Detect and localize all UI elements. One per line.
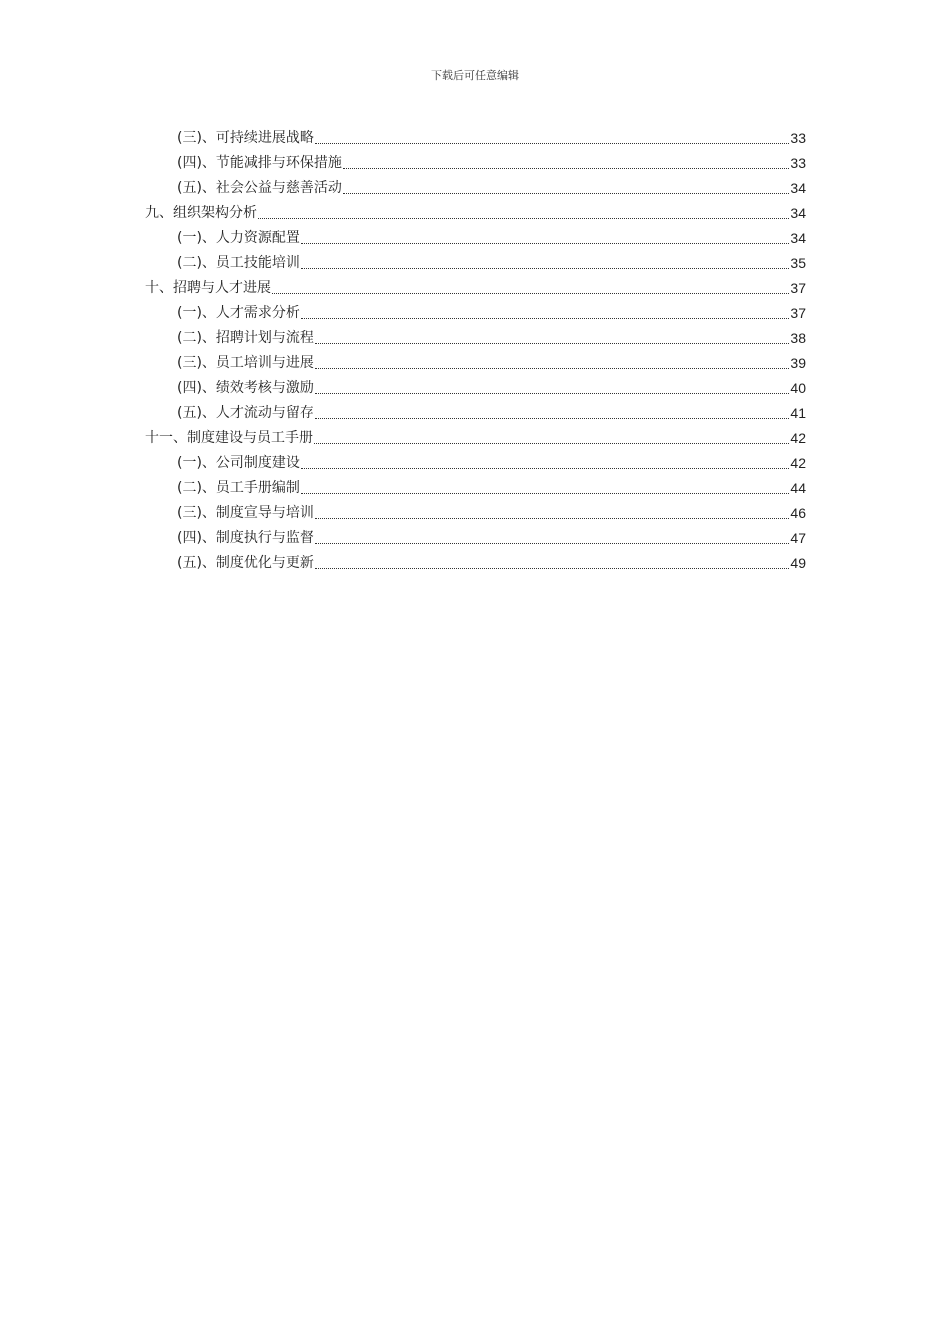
toc-entry[interactable]	[145, 251, 806, 276]
toc-entry[interactable]	[145, 301, 806, 326]
toc-dot-leader	[343, 167, 789, 169]
toc-entry-title: 十一、制度建设与员工手册	[145, 430, 313, 446]
toc-dot-leader	[258, 217, 789, 219]
page-header: 下载后可任意编辑	[431, 69, 519, 82]
toc-entry-title: (四)、制度执行与监督	[177, 530, 314, 546]
toc-dot-leader	[315, 342, 789, 344]
toc-entry-title: (二)、员工手册编制	[177, 480, 300, 496]
toc-page-number: 38	[790, 330, 806, 346]
toc-dot-leader	[315, 367, 789, 369]
toc-dot-leader	[314, 442, 789, 444]
toc-entry[interactable]	[145, 176, 806, 201]
toc-dot-leader	[315, 567, 789, 569]
toc-dot-leader	[301, 242, 789, 244]
toc-dot-leader	[315, 542, 789, 544]
toc-entry[interactable]	[145, 351, 806, 376]
toc-entry-title: (二)、员工技能培训	[177, 255, 300, 271]
toc-page-number: 42	[790, 455, 806, 471]
toc-page-number: 37	[790, 280, 806, 296]
toc-entry-title: 十、招聘与人才进展	[145, 280, 271, 296]
table-of-contents	[145, 126, 806, 576]
toc-page-number: 37	[790, 305, 806, 321]
toc-entry-title: (二)、招聘计划与流程	[177, 330, 314, 346]
toc-page-number: 39	[790, 355, 806, 371]
toc-entry-title: 九、组织架构分析	[145, 205, 257, 221]
toc-entry[interactable]	[145, 201, 806, 226]
toc-entry-title: (一)、人力资源配置	[177, 230, 300, 246]
toc-entry[interactable]	[145, 526, 806, 551]
toc-page-number: 34	[790, 205, 806, 221]
toc-dot-leader	[315, 142, 789, 144]
toc-entry[interactable]	[145, 401, 806, 426]
toc-dot-leader	[315, 417, 789, 419]
toc-page-number: 42	[790, 430, 806, 446]
toc-entry-title: (一)、人才需求分析	[177, 305, 300, 321]
toc-entry-title: (五)、制度优化与更新	[177, 555, 314, 571]
toc-dot-leader	[315, 517, 789, 519]
toc-entry[interactable]	[145, 276, 806, 301]
toc-page-number: 40	[790, 380, 806, 396]
toc-entry-title: (五)、社会公益与慈善活动	[177, 180, 342, 196]
toc-dot-leader	[301, 492, 789, 494]
toc-dot-leader	[315, 392, 789, 394]
toc-page-number: 41	[790, 405, 806, 421]
toc-page-number: 33	[790, 155, 806, 171]
toc-entry[interactable]	[145, 226, 806, 251]
toc-entry[interactable]	[145, 451, 806, 476]
toc-entry[interactable]	[145, 551, 806, 576]
toc-dot-leader	[301, 267, 789, 269]
toc-entry-title: (四)、绩效考核与激励	[177, 380, 314, 396]
toc-dot-leader	[301, 467, 789, 469]
toc-entry[interactable]	[145, 326, 806, 351]
toc-page-number: 34	[790, 180, 806, 196]
toc-entry[interactable]	[145, 476, 806, 501]
toc-entry[interactable]	[145, 501, 806, 526]
toc-dot-leader	[272, 292, 789, 294]
toc-entry-title: (一)、公司制度建设	[177, 455, 300, 471]
toc-page-number: 46	[790, 505, 806, 521]
toc-page-number: 44	[790, 480, 806, 496]
toc-entry-title: (三)、员工培训与进展	[177, 355, 314, 371]
toc-entry-title: (三)、可持续进展战略	[177, 130, 314, 146]
toc-page-number: 47	[790, 530, 806, 546]
toc-entry[interactable]	[145, 376, 806, 401]
toc-page-number: 49	[790, 555, 806, 571]
toc-page-number: 34	[790, 230, 806, 246]
toc-entry-title: (四)、节能减排与环保措施	[177, 155, 342, 171]
toc-entry-title: (三)、制度宣导与培训	[177, 505, 314, 521]
toc-page-number: 35	[790, 255, 806, 271]
toc-dot-leader	[343, 192, 789, 194]
toc-entry-title: (五)、人才流动与留存	[177, 405, 314, 421]
toc-entry[interactable]	[145, 126, 806, 151]
toc-entry[interactable]	[145, 426, 806, 451]
toc-page-number: 33	[790, 130, 806, 146]
toc-dot-leader	[301, 317, 789, 319]
toc-entry[interactable]	[145, 151, 806, 176]
